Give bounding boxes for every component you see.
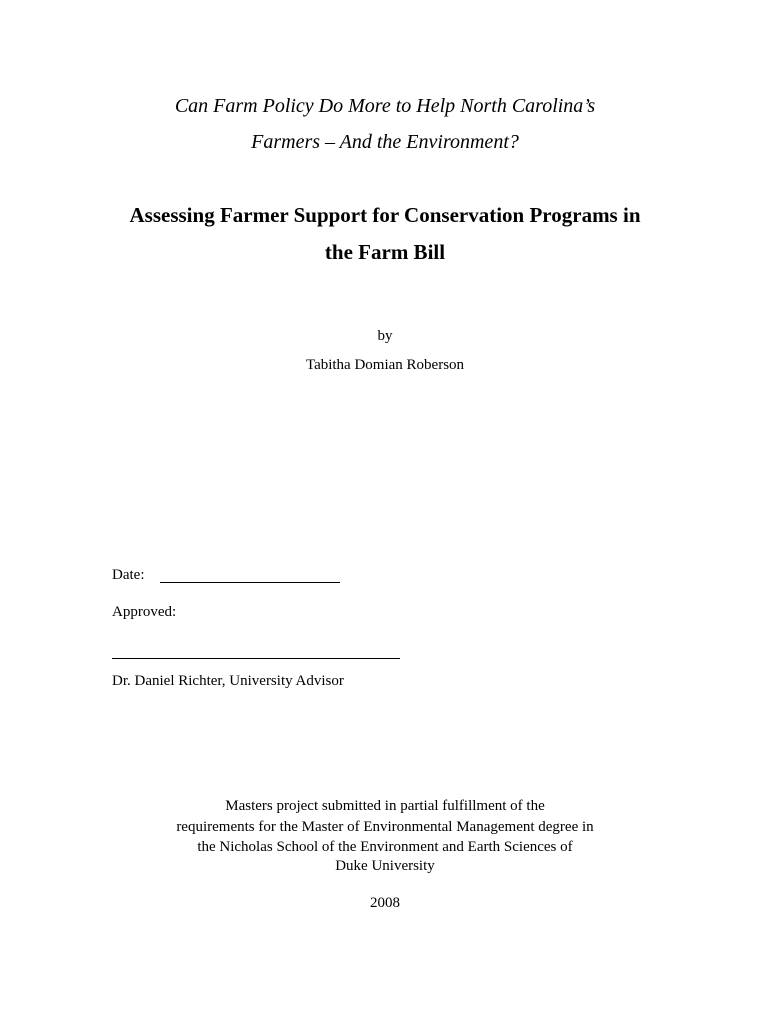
date-label: Date: xyxy=(112,567,145,583)
subtitle-line-2: the Farm Bill xyxy=(324,240,446,264)
advisor-name: Dr. Daniel Richter, University Advisor xyxy=(112,673,344,689)
date-signature-line xyxy=(160,582,340,583)
submission-line-2: requirements for the Master of Environmental Management degree in xyxy=(176,819,594,835)
submission-line-4: Duke University xyxy=(335,858,435,874)
submission-line-3: the Nicholas School of the Environment and Earth Sciences of xyxy=(197,839,573,855)
approved-label: Approved: xyxy=(112,604,177,620)
year: 2008 xyxy=(370,895,400,911)
author-name: Tabitha Domian Roberson xyxy=(305,357,465,373)
byline-by: by xyxy=(377,328,393,344)
submission-line-1: Masters project submitted in partial fulfillment of the xyxy=(225,798,545,814)
title-line-2: Farmers – And the Environment? xyxy=(251,131,519,153)
advisor-signature-line xyxy=(112,658,400,659)
subtitle-line-1: Assessing Farmer Support for Conservation Programs in xyxy=(129,203,641,227)
title-line-1: Can Farm Policy Do More to Help North Carolina’s xyxy=(174,95,596,117)
